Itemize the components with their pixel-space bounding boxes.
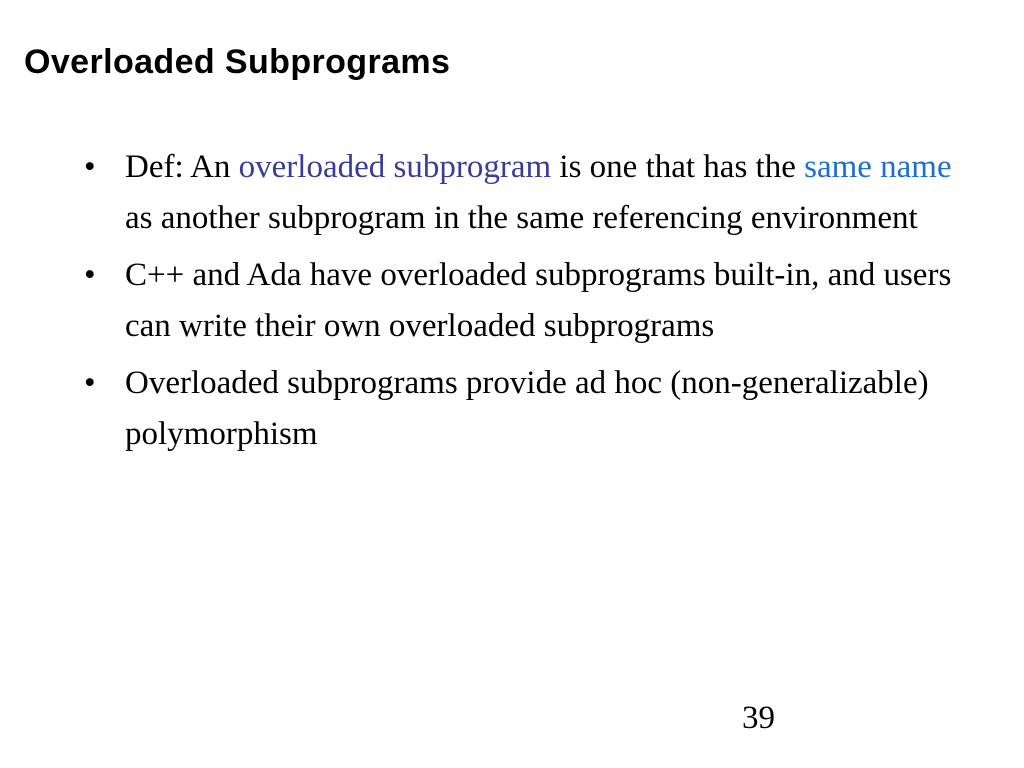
bullet-text: Overloaded subprograms provide ad hoc (non-generalizable) polymorphism [125, 365, 929, 452]
bullet-text-middle: is one that has the [551, 149, 805, 185]
bullet-icon: • [84, 149, 96, 185]
bullet-item-cpp-ada [84, 250, 954, 352]
bullet-list [84, 142, 954, 466]
bullet-item-polymorphism [84, 358, 954, 460]
highlight-same-name: same name [804, 149, 952, 185]
bullet-text: C++ and Ada have overloaded subprograms built-in, and users can write their own overloaded subprograms [125, 257, 952, 344]
bullet-icon: • [84, 257, 96, 293]
bullet-text-suffix: as another subprogram in the same referencing environment [125, 200, 918, 236]
slide-title: Overloaded Subprograms [24, 43, 451, 81]
bullet-item-definition [84, 142, 954, 244]
highlight-overloaded-subprogram: overloaded subprogram [238, 149, 552, 185]
bullet-text-prefix: Def: An [125, 149, 239, 185]
page-number: 39 [742, 700, 775, 736]
bullet-icon: • [84, 365, 96, 401]
